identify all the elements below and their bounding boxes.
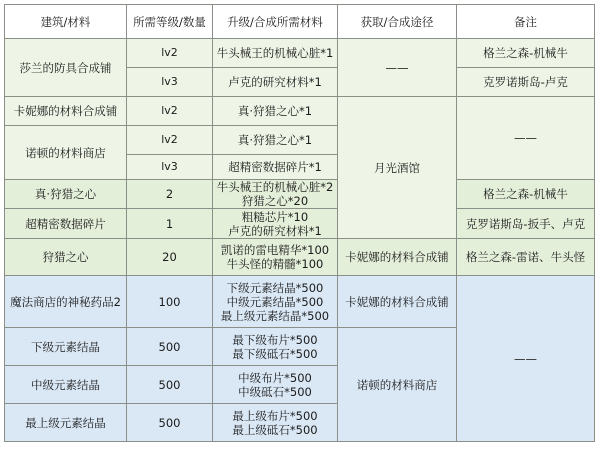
header-row [5,5,595,39]
table-row [5,276,595,328]
material-line: 中级元素结晶*500 [226,294,324,309]
cell-note: 克罗诺斯岛-扳手、卢克 [457,209,595,239]
cell-materials [213,209,338,239]
cell-name: 诺顿的材料商店 [5,126,127,180]
material-line: 卢克的研究材料*1 [228,223,322,238]
cell-materials: 超精密数据碎片*1 [213,155,338,180]
cell-level: 500 [127,404,213,442]
material-line: 最下级砥石*500 [232,346,318,361]
material-line: 最上级布片*500 [232,408,318,423]
cell-name: 最上级元素结晶 [5,404,127,442]
cell-source: 月光酒馆 [338,97,457,239]
cell-materials [213,328,338,366]
cell-level: lv2 [127,39,213,68]
cell-level: lv2 [127,97,213,126]
material-line: 下级元素结晶*500 [226,280,324,295]
cell-note: 格兰之森-机械牛 [457,39,595,68]
cell-name: 中级元素结晶 [5,366,127,404]
cell-name: 魔法商店的神秘药品2 [5,276,127,328]
cell-level: lv3 [127,155,213,180]
cell-level: 100 [127,276,213,328]
header-source: 获取/合成途径 [338,5,457,39]
material-line: 最下级布片*500 [232,332,318,347]
cell-note: —— [457,97,595,180]
cell-level: lv3 [127,68,213,97]
cell-materials [213,180,338,209]
materials-table [4,4,595,442]
header-note: 备注 [457,5,595,39]
cell-note: 格兰之森-雷诺、牛头怪 [457,239,595,276]
cell-level: lv2 [127,126,213,155]
cell-name: 莎兰的防具合成铺 [5,39,127,97]
cell-note: —— [457,276,595,442]
cell-source: 诺顿的材料商店 [338,328,457,442]
cell-source: 卡妮娜的材料合成铺 [338,239,457,276]
cell-note: 格兰之森-机械牛 [457,180,595,209]
cell-materials: 牛头械王的机械心脏*1 [213,39,338,68]
cell-level: 500 [127,328,213,366]
cell-name: 超精密数据碎片 [5,209,127,239]
cell-materials [213,404,338,442]
table-row [5,39,595,68]
material-line: 牛头怪的精髓*100 [226,257,324,271]
material-line: 最上级砥石*500 [232,422,318,437]
material-line: 凯诺的雷电精华*100 [220,243,330,257]
cell-name: 卡妮娜的材料合成铺 [5,97,127,126]
material-line: 牛头械王的机械心脏*2 [216,180,334,194]
header-level: 所需等级/数量 [127,5,213,39]
cell-materials [213,366,338,404]
cell-name: 下级元素结晶 [5,328,127,366]
cell-source: —— [338,39,457,97]
material-line: 中级布片*500 [238,370,312,385]
cell-materials: 真·狩猎之心*1 [213,126,338,155]
material-line: 狩猎之心*20 [241,194,309,208]
cell-materials [213,276,338,328]
material-line: 粗糙芯片*10 [241,209,309,224]
cell-note: 克罗诺斯岛-卢克 [457,68,595,97]
cell-source: 卡妮娜的材料合成铺 [338,276,457,328]
cell-name: 狩猎之心 [5,239,127,276]
table-row [5,180,595,209]
materials-table-container [4,4,595,442]
cell-level: 1 [127,209,213,239]
cell-level: 2 [127,180,213,209]
cell-materials: 真·狩猎之心*1 [213,97,338,126]
cell-materials: 卢克的研究材料*1 [213,68,338,97]
material-line: 最上级元素结晶*500 [220,308,330,323]
header-building: 建筑/材料 [5,5,127,39]
material-line: 中级砥石*500 [238,384,312,399]
table-row [5,209,595,239]
table-row [5,239,595,276]
cell-level: 500 [127,366,213,404]
cell-materials [213,239,338,276]
table-row [5,97,595,126]
cell-name: 真·狩猎之心 [5,180,127,209]
header-materials: 升级/合成所需材料 [213,5,338,39]
cell-level: 20 [127,239,213,276]
